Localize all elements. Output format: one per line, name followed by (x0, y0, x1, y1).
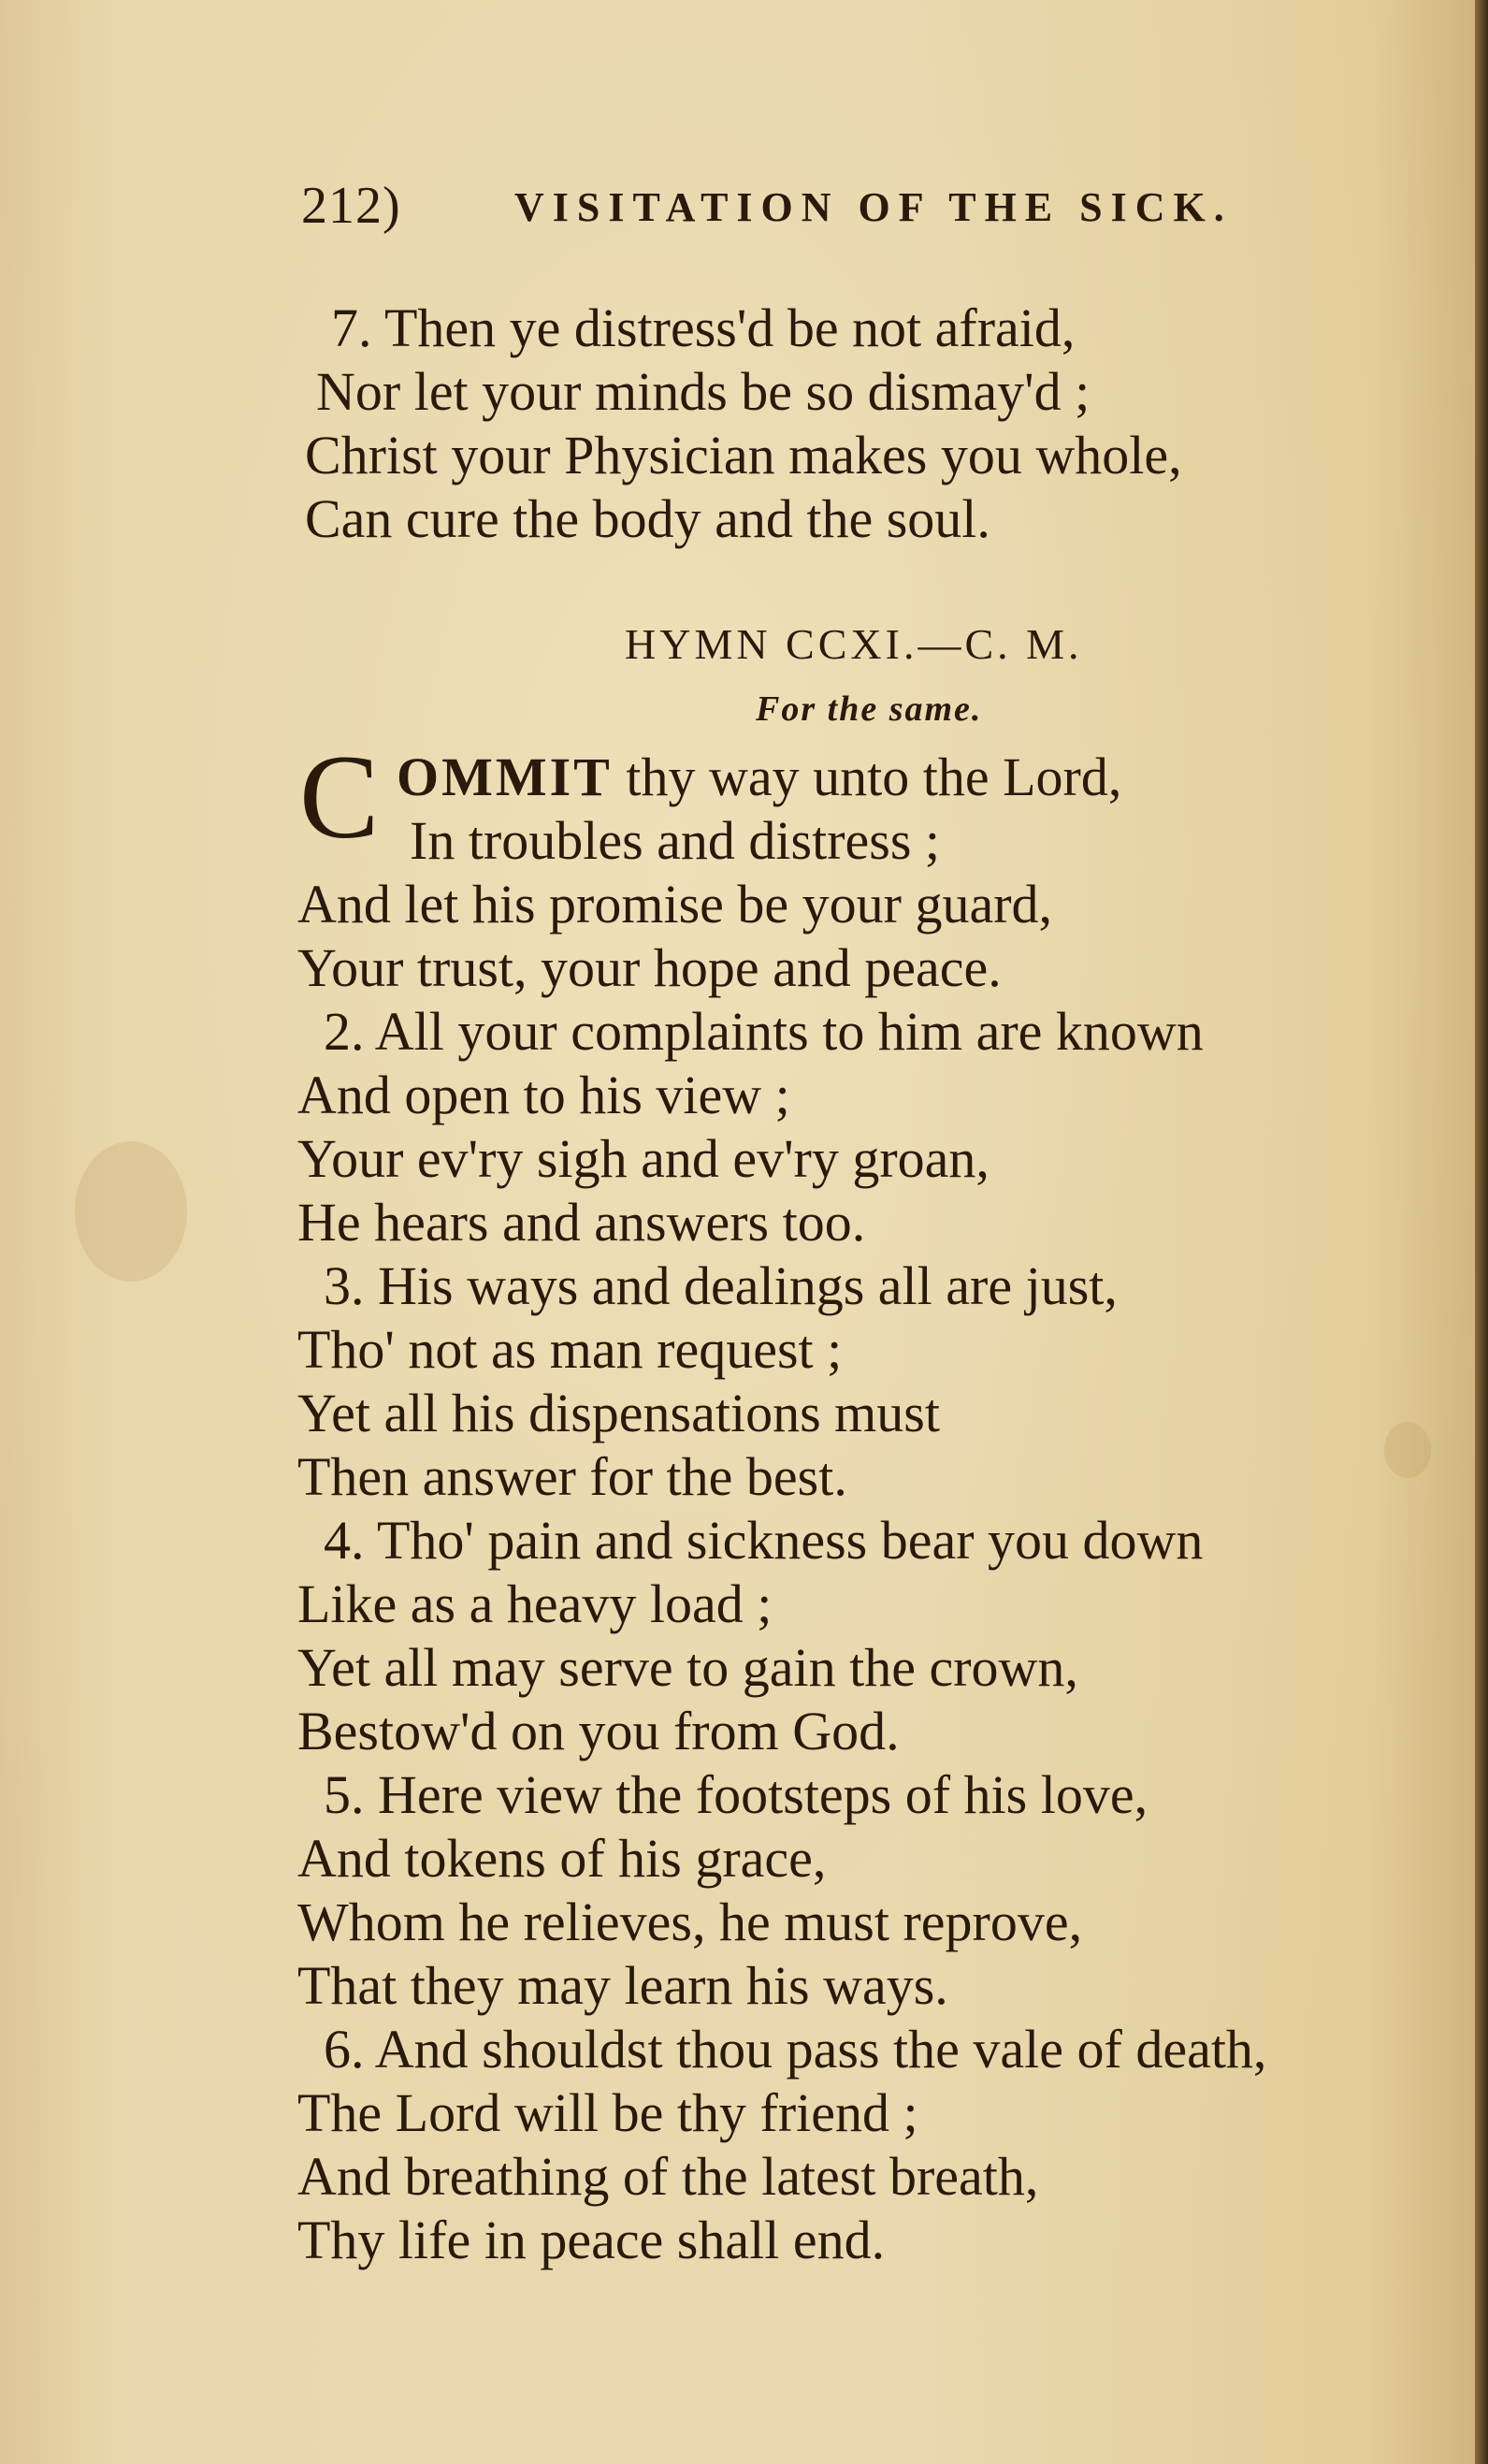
hymn-line: 5. Here view the footsteps of his love, (324, 1764, 1149, 1825)
hymn-line: In troubles and distress ; (410, 810, 941, 871)
hymn-line: Yet all may serve to gain the crown, (297, 1637, 1078, 1698)
prev-stanza-line: Nor let your minds be so dismay'd ; (316, 361, 1091, 422)
hymn-line: Bestow'd on you from God. (297, 1701, 900, 1761)
prev-stanza-line: Can cure the body and the soul. (305, 488, 990, 549)
hymn-subtitle: For the same. (756, 689, 983, 729)
hymn-line: And tokens of his grace, (297, 1828, 827, 1889)
first-word: OMMIT (397, 746, 613, 807)
hymn-line: And breathing of the latest breath, (297, 2146, 1039, 2207)
hymn-line: Tho' not as man request ; (297, 1319, 843, 1380)
page-header (301, 176, 1470, 241)
hymn-line: 4. Tho' pain and sickness bear you down (324, 1510, 1204, 1571)
paper-stain (75, 1141, 187, 1282)
hymn-line: 3. His ways and dealings all are just, (324, 1255, 1118, 1316)
page-number: 212) (301, 177, 401, 235)
hymn-line: Your ev'ry sigh and ev'ry groan, (297, 1128, 990, 1189)
hymn-line: And let his promise be your guard, (297, 874, 1053, 935)
hymn-line: Yet all his dispensations must (297, 1383, 940, 1443)
first-line-rest: thy way unto the Lord, (612, 746, 1122, 807)
hymn-line: Then answer for the best. (297, 1446, 847, 1507)
hymn-first-line (397, 746, 1122, 807)
page-edge (1475, 0, 1488, 2464)
running-title: VISITATION OF THE SICK. (514, 184, 1233, 230)
hymn-line: 2. All your complaints to him are known (324, 1001, 1204, 1062)
hymn-line: He hears and answers too. (297, 1192, 866, 1253)
hymn-line: And open to his view ; (297, 1065, 790, 1125)
hymn-line: That they may learn his ways. (297, 1955, 948, 2016)
drop-cap: C (299, 731, 380, 863)
hymn-line: Whom he relieves, he must reprove, (297, 1891, 1083, 1952)
paper-stain (1384, 1422, 1431, 1478)
hymn-line: Like as a heavy load ; (297, 1573, 773, 1634)
hymn-line: The Lord will be thy friend ; (297, 2082, 918, 2143)
hymn-title: HYMN CCXI.—C. M. (625, 620, 1083, 668)
hymn-line: 6. And shouldst thou pass the vale of death, (324, 2019, 1267, 2080)
hymn-line: Thy life in peace shall end. (297, 2210, 886, 2270)
prev-stanza-line: 7. Then ye distress'd be not afraid, (331, 297, 1076, 358)
hymn-line: Your trust, your hope and peace. (297, 937, 1002, 998)
prev-stanza-line: Christ your Physician makes you whole, (305, 425, 1182, 486)
